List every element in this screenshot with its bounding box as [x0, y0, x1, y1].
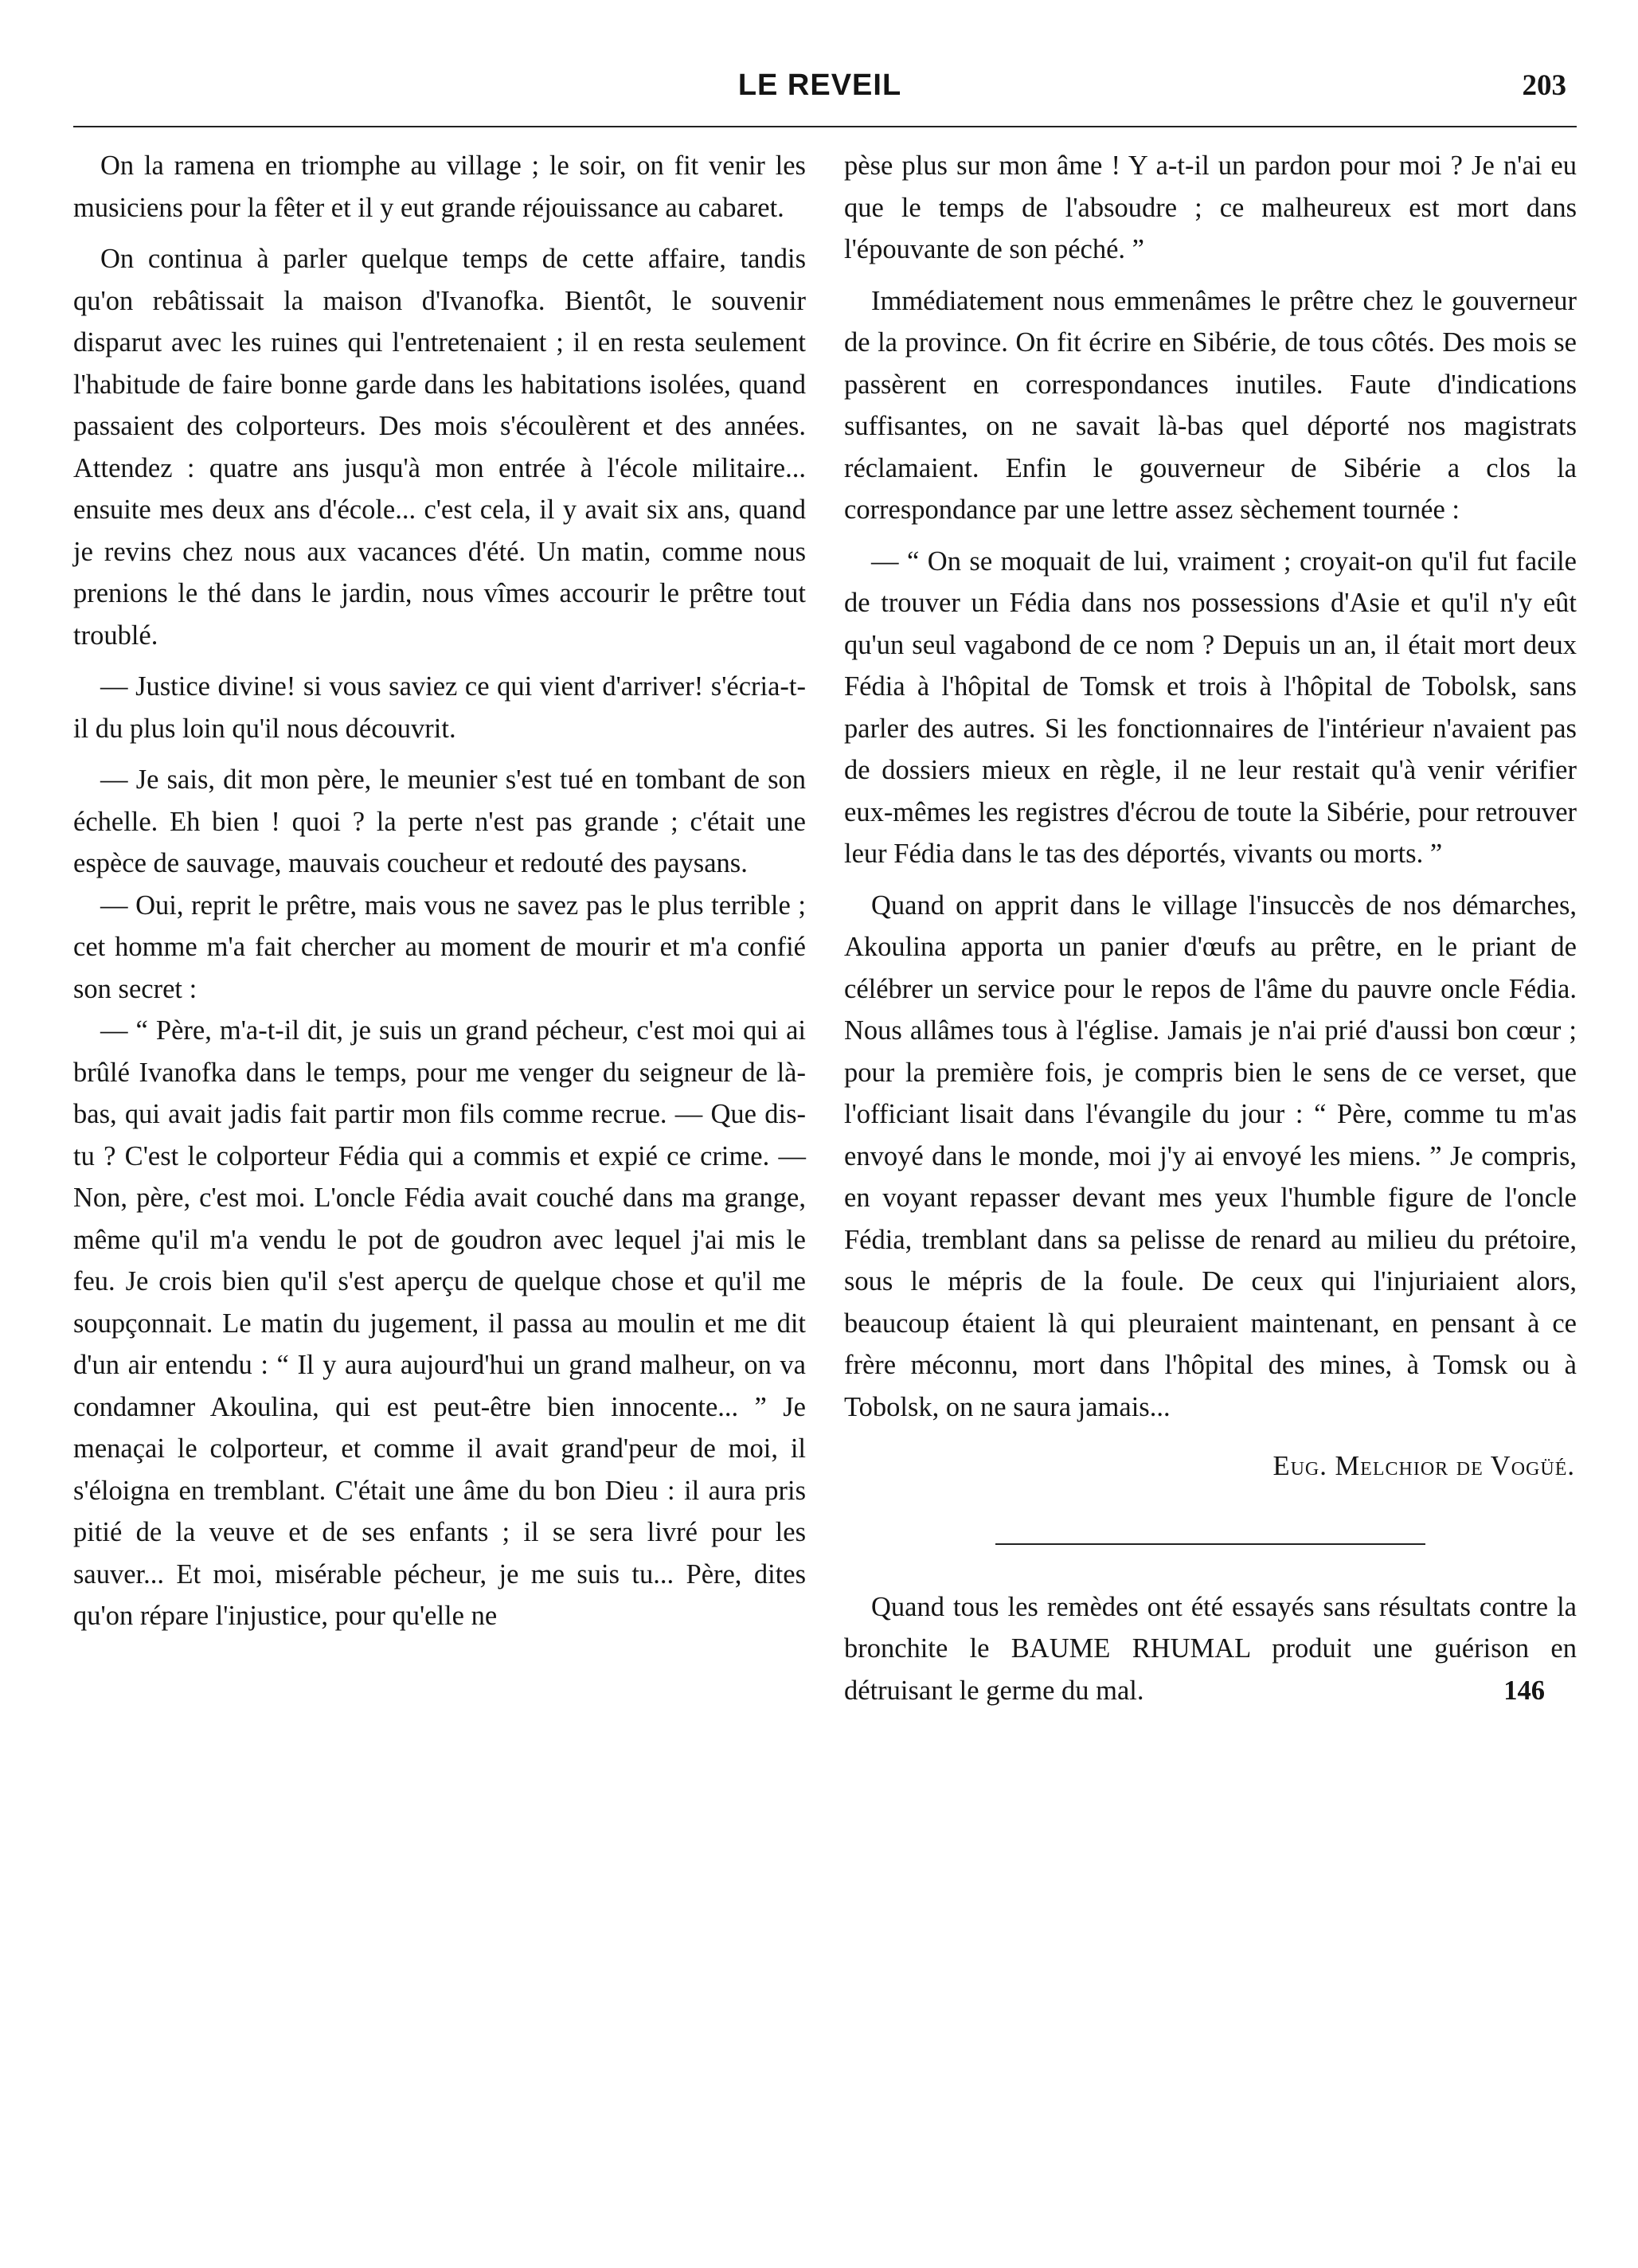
page-header: [73, 68, 1566, 116]
paragraph: pèse plus sur mon âme ! Y a-t-il un pardon pour moi ? Je n'ai eu que le temps de l'absoudre ; ce malheureux est mort dans l'épouvante de son péché. ”: [844, 151, 1577, 264]
running-title: LE REVEIL: [737, 68, 902, 102]
paragraph: — Oui, reprit le prêtre, mais vous ne savez pas le plus terrible ; cet homme m'a fait chercher au moment de mourir et m'a confié son secret :: [73, 890, 806, 1004]
paragraph: On la ramena en triomphe au village ; le soir, on fit venir les musiciens pour la fêter et il y eut grande réjouissance au cabaret.: [73, 151, 806, 223]
header-rule: [73, 126, 1577, 127]
paragraph: — Je sais, dit mon père, le meunier s'est tué en tombant de son échelle. Eh bien ! quoi ? la perte n'est pas grande ; c'était une espèce de sauvage, mauvais coucheur et redouté des paysans.: [73, 764, 806, 878]
author-signature: Eug. Melchior de Vogüé.: [1272, 1451, 1575, 1481]
left-column: [73, 145, 806, 1637]
advertisement: [844, 1586, 1577, 1712]
page-number: 203: [1522, 69, 1566, 102]
paragraph: — “ Père, m'a-t-il dit, je suis un grand pécheur, c'est moi qui ai brûlé Ivanofka dans le temps, pour me venger du seigneur de là-bas, qui avait jadis fait partir mon fils comme recrue. — Que dis-tu ? C'est le colporteur Fédia qui a commis et expié ce crime. — Non, père, c'est moi. L'oncle Fédia avait couché dans ma grange, même qu'il m'a vendu le pot de goudron avec lequel j'ai mis le feu. Je crois bien qu'il s'est aperçu de quelque chose et qu'il me soupçonnait. Le matin du jugement, il passa au moulin et me dit d'un air entendu : “ Il y aura aujourd'hui un grand malheur, on va condamner Akoulina, qui est peut-être bien innocente... ” Je menaçai le colporteur, et comme il avait grand'peur de moi, il s'éloigna en tremblant. C'était une âme du bon Dieu : il aura pris pitié de la veuve et de ses enfants ; il se sera livré pour les sauver... Et moi, misérable pécheur, je me suis tu... Père, dites qu'on répare l'injustice, pour qu'elle ne: [73, 1015, 806, 1631]
paragraph: On continua à parler quelque temps de cette affaire, tandis qu'on rebâtissait la maison d'Ivanofka. Bientôt, le souvenir disparut avec les ruines qui l'entretenaient ; il en resta seulement l'habitude de faire bonne garde dans les habitations isolées, quand passaient des colporteurs. Des mois s'écoulèrent et des années. Attendez : quatre ans jusqu'à mon entrée à l'école militaire... ensuite mes deux ans d'école... c'est cela, il y avait six ans, quand je revins chez nous aux vacances d'été. Un matin, comme nous prenions le thé dans le jardin, nous vîmes accourir le prêtre tout troublé.: [73, 244, 806, 651]
paragraph: — “ On se moquait de lui, vraiment ; croyait-on qu'il fut facile de trouver un Fédia dans nos possessions d'Asie et qu'il n'y eût qu'un seul vagabond de ce nom ? Depuis un an, il était mort deux Fédia à l'hôpital de Tomsk et trois à l'hôpital de Tobolsk, sans parler des autres. Si les fonctionnaires de l'intérieur n'avaient pas de dossiers mieux en règle, il ne leur restait qu'à venir vérifier eux-mêmes les registres d'écrou de toute la Sibérie, pour retrouver leur Fédia dans le tas des déportés, vivants ou morts. ”: [844, 545, 1577, 869]
advertisement-text: Quand tous les remèdes ont été essayés sans résultats contre la bronchite le BAUME RHUMAL produit une guérison en détruisant le germe du mal.: [844, 1591, 1577, 1706]
right-column: [844, 145, 1577, 1721]
section-separator: [995, 1543, 1425, 1545]
paragraph: Immédiatement nous emmenâmes le prêtre chez le gouverneur de la province. On fit écrire en Sibérie, de tous côtés. Des mois se passèrent en correspondances inutiles. Faute d'indications suffisantes, on ne savait là-bas quel déporté nos magistrats réclamaient. Enfin le gouverneur de Sibérie a clos la correspondance par une lettre assez sèchement tournée :: [844, 285, 1577, 525]
paragraph: Quand on apprit dans le village l'insuccès de nos démarches, Akoulina apporta un panier d'œufs au prêtre, en le priant de célébrer un service pour le repos de l'âme du pauvre oncle Fédia. Nous allâmes tous à l'église. Jamais je n'ai prié d'aussi bon cœur ; pour la première fois, je compris bien le sens de ce verset, que l'officiant lisait dans l'évangile du jour : “ Père, comme tu m'as envoyé dans le monde, moi j'y ai envoyé les miens. ” Je compris, en voyant repasser devant mes yeux l'humble figure de l'oncle Fédia, tremblant dans sa pelisse de renard au milieu du prétoire, sous le mépris de la foule. De ceux qui l'injuriaient alors, beaucoup étaient là qui pleuraient maintenant, en pensant à ce frère méconnu, mort dans l'hôpital des mines, à Tomsk ou à Tobolsk, on ne saura jamais...: [844, 890, 1577, 1422]
advertisement-number: 146: [1503, 1675, 1545, 1706]
paragraph: — Justice divine! si vous saviez ce qui vient d'arriver! s'écria-t-il du plus loin qu'il nous découvrit.: [73, 671, 806, 744]
